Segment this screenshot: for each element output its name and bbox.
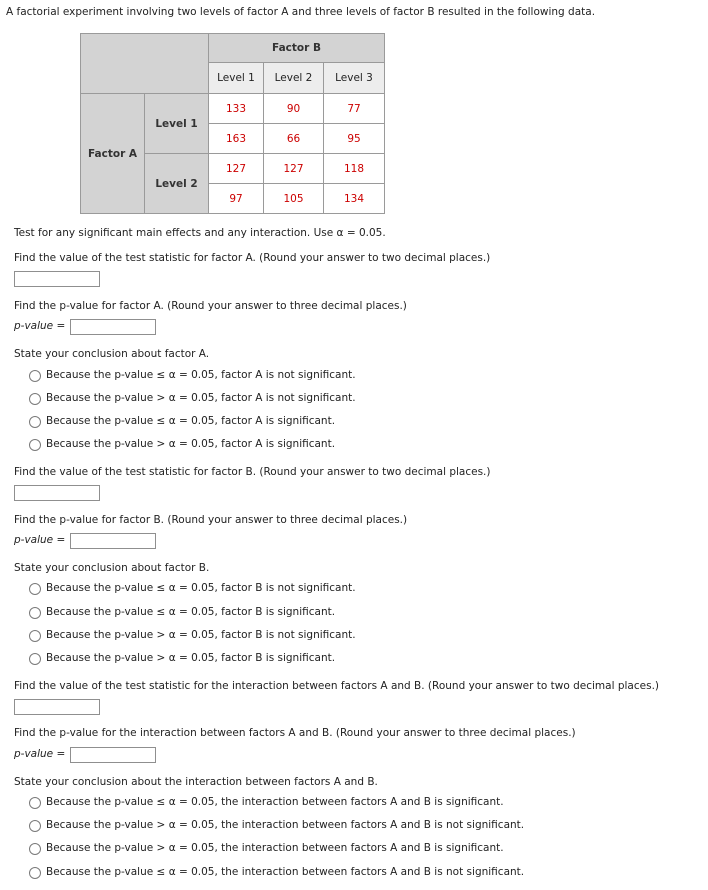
a-level-header: Level 1: [145, 94, 209, 154]
option-label: Because the p-value ≤ α = 0.05, the interaction between factors A and B is not significant.: [46, 866, 525, 878]
interaction-pvalue-prompt: Find the p-value for the interaction between factors A and B. (Round your answer to three decimal places.): [14, 727, 576, 739]
factor-a-header: Factor A: [81, 94, 145, 214]
radio-button[interactable]: [29, 797, 41, 809]
radio-button[interactable]: [29, 583, 41, 595]
interaction-pvalue-input[interactable]: [70, 747, 156, 763]
data-table: [80, 33, 385, 214]
data-cell: 95: [324, 124, 385, 154]
radio-button[interactable]: [29, 630, 41, 642]
b-level-header: Level 1: [209, 63, 264, 94]
a-level-header: Level 2: [145, 154, 209, 214]
b-level-header: Level 3: [324, 63, 385, 94]
radio-button[interactable]: [29, 867, 41, 879]
data-cell: 163: [209, 124, 264, 154]
factor-b-header: Factor B: [209, 34, 385, 63]
data-cell: 127: [264, 154, 324, 184]
factor-b-stat-input[interactable]: [14, 485, 100, 501]
pvalue-label: p-value =: [14, 534, 66, 546]
option-label: Because the p-value > α = 0.05, the interaction between factors A and B is not significant.: [46, 819, 525, 831]
data-cell: 127: [209, 154, 264, 184]
factor-a-pvalue-input[interactable]: [70, 319, 156, 335]
data-cell: 134: [324, 184, 385, 214]
interaction-stat-prompt: Find the value of the test statistic for the interaction between factors A and B. (Round your answer to two decimal places.): [14, 680, 660, 692]
data-cell: 77: [324, 94, 385, 124]
test-instruction: Test for any significant main effects and any interaction. Use α = 0.05.: [14, 227, 386, 239]
radio-button[interactable]: [29, 820, 41, 832]
option-label: Because the p-value > α = 0.05, factor B is significant.: [46, 652, 336, 664]
radio-button[interactable]: [29, 607, 41, 619]
intro-text: A factorial experiment involving two levels of factor A and three levels of factor B resulted in the following data.: [6, 6, 596, 18]
option-label: Because the p-value ≤ α = 0.05, factor B is significant.: [46, 606, 336, 618]
data-cell: 105: [264, 184, 324, 214]
factor-a-conclusion-prompt: State your conclusion about factor A.: [14, 348, 210, 360]
radio-button[interactable]: [29, 843, 41, 855]
radio-button[interactable]: [29, 370, 41, 382]
factor-a-pvalue-prompt: Find the p-value for factor A. (Round your answer to three decimal places.): [14, 300, 407, 312]
factor-a-stat-prompt: Find the value of the test statistic for factor A. (Round your answer to two decimal places.): [14, 252, 491, 264]
option-label: Because the p-value ≤ α = 0.05, factor A is not significant.: [46, 369, 356, 381]
option-label: Because the p-value ≤ α = 0.05, factor A is significant.: [46, 415, 336, 427]
data-cell: 133: [209, 94, 264, 124]
interaction-conclusion-prompt: State your conclusion about the interaction between factors A and B.: [14, 776, 378, 788]
option-label: Because the p-value > α = 0.05, the interaction between factors A and B is significant.: [46, 842, 504, 854]
data-cell: 97: [209, 184, 264, 214]
pvalue-label: p-value =: [14, 748, 66, 760]
factor-b-pvalue-input[interactable]: [70, 533, 156, 549]
option-label: Because the p-value > α = 0.05, factor A is significant.: [46, 438, 336, 450]
option-label: Because the p-value > α = 0.05, factor B is not significant.: [46, 629, 356, 641]
radio-button[interactable]: [29, 393, 41, 405]
b-level-header: Level 2: [264, 63, 324, 94]
radio-button[interactable]: [29, 416, 41, 428]
interaction-stat-input[interactable]: [14, 699, 100, 715]
option-label: Because the p-value ≤ α = 0.05, factor B is not significant.: [46, 582, 356, 594]
factor-b-conclusion-prompt: State your conclusion about factor B.: [14, 562, 210, 574]
factor-b-pvalue-prompt: Find the p-value for factor B. (Round your answer to three decimal places.): [14, 514, 408, 526]
radio-button[interactable]: [29, 439, 41, 451]
pvalue-label: p-value =: [14, 320, 66, 332]
table-corner: [81, 34, 209, 94]
data-cell: 118: [324, 154, 385, 184]
option-label: Because the p-value > α = 0.05, factor A is not significant.: [46, 392, 356, 404]
radio-button[interactable]: [29, 653, 41, 665]
data-cell: 66: [264, 124, 324, 154]
factor-a-stat-input[interactable]: [14, 271, 100, 287]
data-cell: 90: [264, 94, 324, 124]
option-label: Because the p-value ≤ α = 0.05, the interaction between factors A and B is significant.: [46, 796, 504, 808]
factor-b-stat-prompt: Find the value of the test statistic for factor B. (Round your answer to two decimal places.): [14, 466, 491, 478]
